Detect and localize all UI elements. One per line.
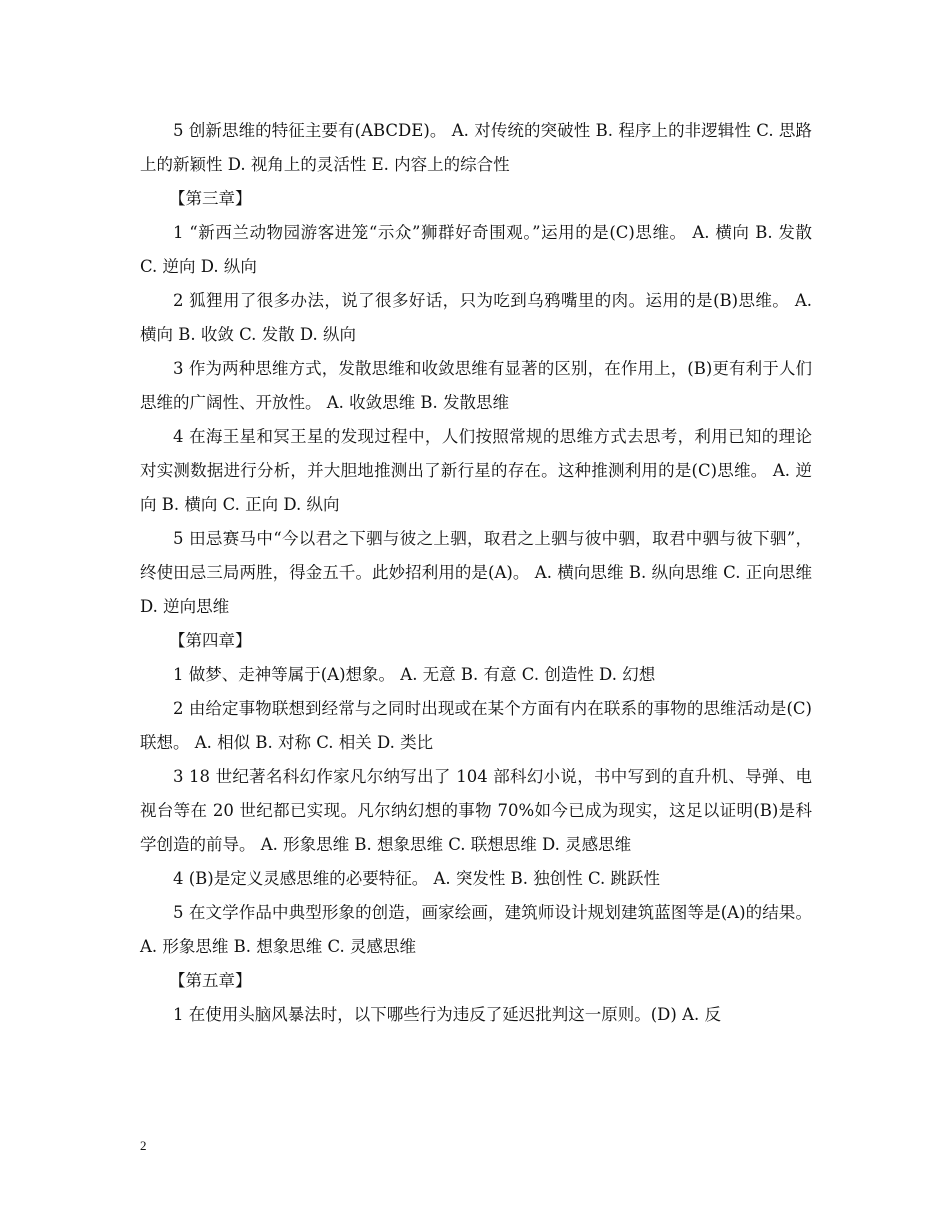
paragraph-ch4-q2: 2 由给定事物联想到经常与之同时出现或在某个方面有内在联系的事物的思维活动是(C)联想。 A. 相似 B. 对称 C. 相关 D. 类比 xyxy=(140,699,812,752)
paragraph-ch5-q1: 1 在使用头脑风暴法时，以下哪些行为违反了延迟批判这一原则。(D) A. 反 xyxy=(173,1005,721,1024)
document-body xyxy=(140,114,812,1032)
paragraph-ch4-q3: 3 18 世纪著名科幻作家凡尔纳写出了 104 部科幻小说，书中写到的直升机、导弹、电视台等在 20 世纪都已实现。凡尔纳幻想的事物 70%如今已成为现实，这足以证明(B)是科学创造的前导。 A. 形象思维 B. 想象思维 C. 联想思维 D. 灵感思维 xyxy=(140,767,812,854)
paragraph-ch3-q1: 1 “新西兰动物园游客进笼“示众”狮群好奇围观。”运用的是(C)思维。 A. 横向 B. 发散 C. 逆向 D. 纵向 xyxy=(140,223,812,276)
chapter-heading-3: 【第三章】 xyxy=(169,189,252,208)
paragraph-ch3-q4: 4 在海王星和冥王星的发现过程中，人们按照常规的思维方式去思考，利用已知的理论对实测数据进行分析，并大胆地推测出了新行星的存在。这种推测利用的是(C)思维。 A. 逆向 B. 横向 C. 正向 D. 纵向 xyxy=(140,427,812,514)
chapter-heading-5: 【第五章】 xyxy=(169,971,252,990)
paragraph-ch4-q4: 4 (B)是定义灵感思维的必要特征。 A. 突发性 B. 独创性 C. 跳跃性 xyxy=(173,869,661,888)
paragraph-ch4-q5: 5 在文学作品中典型形象的创造，画家绘画，建筑师设计规划建筑蓝图等是(A)的结果。 A. 形象思维 B. 想象思维 C. 灵感思维 xyxy=(140,903,812,956)
page-number: 2 xyxy=(140,1138,147,1153)
chapter-heading-4: 【第四章】 xyxy=(169,631,252,650)
paragraph-ch3-q3: 3 作为两种思维方式，发散思维和收敛思维有显著的区别，在作用上，(B)更有利于人们思维的广阔性、开放性。 A. 收敛思维 B. 发散思维 xyxy=(140,359,812,412)
paragraph-ch3-q2: 2 狐狸用了很多办法，说了很多好话，只为吃到乌鸦嘴里的肉。运用的是(B)思维。 A. 横向 B. 收敛 C. 发散 D. 纵向 xyxy=(140,291,812,344)
paragraph-ch2-q5: 5 创新思维的特征主要有(ABCDE)。 A. 对传统的突破性 B. 程序上的非逻辑性 C. 思路上的新颖性 D. 视角上的灵活性 E. 内容上的综合性 xyxy=(140,121,812,174)
paragraph-ch4-q1: 1 做梦、走神等属于(A)想象。 A. 无意 B. 有意 C. 创造性 D. 幻想 xyxy=(173,665,656,684)
paragraph-ch3-q5: 5 田忌赛马中“今以君之下驷与彼之上驷，取君之上驷与彼中驷，取君中驷与彼下驷”，终使田忌三局两胜，得金五千。此妙招利用的是(A)。 A. 横向思维 B. 纵向思维 C. 正向思维 D. 逆向思维 xyxy=(140,529,812,616)
